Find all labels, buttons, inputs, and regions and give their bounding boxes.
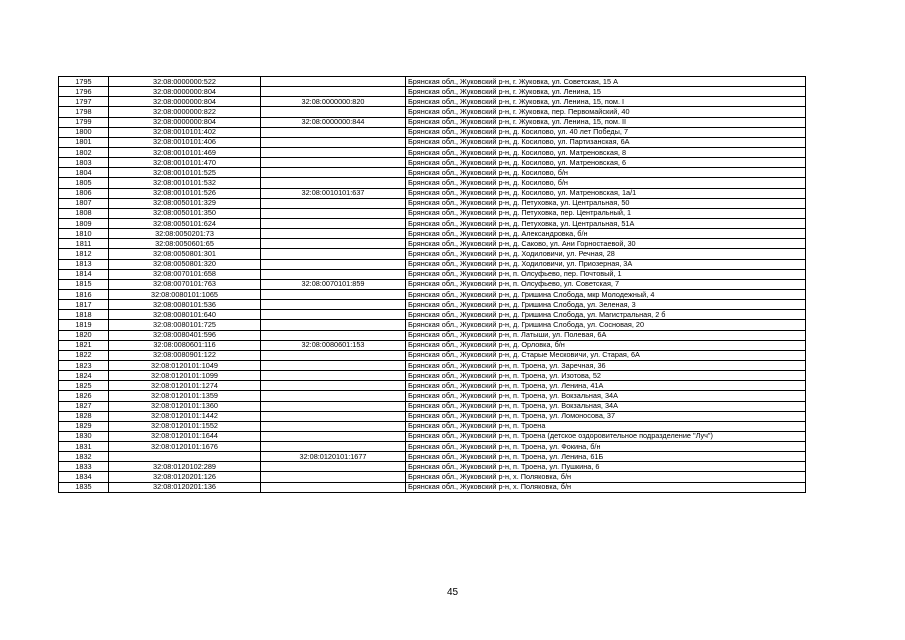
table-row [59, 107, 806, 117]
object-cadastral-number-cell [261, 391, 406, 401]
cadastral-number-cell: 32:08:0120101:1552 [109, 421, 261, 431]
address-cell: Брянская обл., Жуковский р-н, п. Троена, ул. Изотова, 52 [406, 371, 806, 381]
row-number-cell: 1813 [59, 259, 109, 269]
address-cell: Брянская обл., Жуковский р-н, д. Александровка, б/н [406, 229, 806, 239]
row-number-cell: 1824 [59, 371, 109, 381]
object-cadastral-number-cell [261, 421, 406, 431]
object-cadastral-number-cell [261, 107, 406, 117]
row-number-cell: 1821 [59, 340, 109, 350]
cadastral-number-cell: 32:08:0120101:1359 [109, 391, 261, 401]
object-cadastral-number-cell [261, 269, 406, 279]
row-number-cell: 1814 [59, 269, 109, 279]
address-cell: Брянская обл., Жуковский р-н, г. Жуковка, ул. Советская, 15 А [406, 77, 806, 87]
address-cell: Брянская обл., Жуковский р-н, д. Ходиловичи, ул. Приозерная, 3А [406, 259, 806, 269]
row-number-cell: 1819 [59, 320, 109, 330]
row-number-cell: 1812 [59, 249, 109, 259]
row-number-cell: 1798 [59, 107, 109, 117]
table-row [59, 300, 806, 310]
address-cell: Брянская обл., Жуковский р-н, д. Гришина Слобода, мкр Молодежный, 4 [406, 289, 806, 299]
row-number-cell: 1835 [59, 482, 109, 492]
table-row [59, 218, 806, 228]
row-number-cell: 1828 [59, 411, 109, 421]
row-number-cell: 1818 [59, 310, 109, 320]
object-cadastral-number-cell [261, 300, 406, 310]
address-cell: Брянская обл., Жуковский р-н, д. Косилово, ул. Партизанская, 6А [406, 137, 806, 147]
row-number-cell: 1797 [59, 97, 109, 107]
cadastral-number-cell [109, 452, 261, 462]
row-number-cell: 1802 [59, 147, 109, 157]
row-number-cell: 1803 [59, 158, 109, 168]
table-row [59, 158, 806, 168]
table-row [59, 239, 806, 249]
object-cadastral-number-cell [261, 289, 406, 299]
table-row [59, 310, 806, 320]
table-row [59, 279, 806, 289]
cadastral-number-cell: 32:08:0120101:1049 [109, 360, 261, 370]
object-cadastral-number-cell [261, 259, 406, 269]
cadastral-number-cell: 32:08:0010101:402 [109, 127, 261, 137]
cadastral-number-cell: 32:08:0080101:640 [109, 310, 261, 320]
row-number-cell: 1820 [59, 330, 109, 340]
row-number-cell: 1800 [59, 127, 109, 137]
table-row [59, 340, 806, 350]
object-cadastral-number-cell [261, 87, 406, 97]
address-cell: Брянская обл., Жуковский р-н, г. Жуковка, ул. Ленина, 15, пом. II [406, 117, 806, 127]
object-cadastral-number-cell [261, 320, 406, 330]
cadastral-number-cell: 32:08:0120101:1644 [109, 431, 261, 441]
address-cell: Брянская обл., Жуковский р-н, п. Троена, ул. Вокзальная, 34А [406, 401, 806, 411]
object-cadastral-number-cell [261, 168, 406, 178]
address-cell: Брянская обл., Жуковский р-н, г. Жуковка, пер. Первомайский, 40 [406, 107, 806, 117]
address-cell: Брянская обл., Жуковский р-н, д. Косилово, б/н [406, 178, 806, 188]
object-cadastral-number-cell: 32:08:0000000:820 [261, 97, 406, 107]
table-row [59, 289, 806, 299]
object-cadastral-number-cell [261, 137, 406, 147]
address-cell: Брянская обл., Жуковский р-н, п. Олсуфьево, пер. Почтовый, 1 [406, 269, 806, 279]
object-cadastral-number-cell [261, 360, 406, 370]
address-cell: Брянская обл., Жуковский р-н, п. Троена, ул. Фокина, б/н [406, 442, 806, 452]
row-number-cell: 1811 [59, 239, 109, 249]
address-cell: Брянская обл., Жуковский р-н, д. Гришина Слобода, ул. Зеленая, 3 [406, 300, 806, 310]
cadastral-number-cell: 32:08:0010101:406 [109, 137, 261, 147]
table-row [59, 178, 806, 188]
table-row [59, 452, 806, 462]
table-row [59, 431, 806, 441]
object-cadastral-number-cell [261, 482, 406, 492]
object-cadastral-number-cell [261, 472, 406, 482]
table-row [59, 360, 806, 370]
object-cadastral-number-cell [261, 198, 406, 208]
row-number-cell: 1806 [59, 188, 109, 198]
row-number-cell: 1804 [59, 168, 109, 178]
object-cadastral-number-cell [261, 411, 406, 421]
cadastral-number-cell: 32:08:0080901:122 [109, 350, 261, 360]
address-cell: Брянская обл., Жуковский р-н, п. Троена (детское оздоровительное подразделение "Луч") [406, 431, 806, 441]
row-number-cell: 1795 [59, 77, 109, 87]
registry-table [58, 76, 806, 493]
cadastral-number-cell: 32:08:0070101:763 [109, 279, 261, 289]
table-row [59, 482, 806, 492]
address-cell: Брянская обл., Жуковский р-н, д. Косилово, ул. Матреновская, 1а/1 [406, 188, 806, 198]
table-row [59, 259, 806, 269]
row-number-cell: 1801 [59, 137, 109, 147]
object-cadastral-number-cell [261, 158, 406, 168]
address-cell: Брянская обл., Жуковский р-н, д. Петуховка, ул. Центральная, 51А [406, 218, 806, 228]
address-cell: Брянская обл., Жуковский р-н, д. Косилово, ул. 40 лет Победы, 7 [406, 127, 806, 137]
table-row [59, 411, 806, 421]
address-cell: Брянская обл., Жуковский р-н, д. Косилово, ул. Матреновская, 6 [406, 158, 806, 168]
table-row [59, 229, 806, 239]
cadastral-number-cell: 32:08:0000000:804 [109, 117, 261, 127]
table-row [59, 77, 806, 87]
cadastral-number-cell: 32:08:0010101:532 [109, 178, 261, 188]
address-cell: Брянская обл., Жуковский р-н, х. Поляковка, б/н [406, 482, 806, 492]
cadastral-number-cell: 32:08:0120101:1442 [109, 411, 261, 421]
address-cell: Брянская обл., Жуковский р-н, г. Жуковка, ул. Ленина, 15 [406, 87, 806, 97]
row-number-cell: 1807 [59, 198, 109, 208]
address-cell: Брянская обл., Жуковский р-н, п. Троена, ул. Пушкина, 6 [406, 462, 806, 472]
row-number-cell: 1810 [59, 229, 109, 239]
object-cadastral-number-cell [261, 310, 406, 320]
cadastral-number-cell: 32:08:0010101:470 [109, 158, 261, 168]
table-row [59, 391, 806, 401]
address-cell: Брянская обл., Жуковский р-н, п. Троена, ул. Ломоносова, 37 [406, 411, 806, 421]
address-cell: Брянская обл., Жуковский р-н, п. Троена, ул. Ленина, 61Б [406, 452, 806, 462]
object-cadastral-number-cell [261, 381, 406, 391]
row-number-cell: 1831 [59, 442, 109, 452]
row-number-cell: 1823 [59, 360, 109, 370]
row-number-cell: 1805 [59, 178, 109, 188]
object-cadastral-number-cell: 32:08:0010101:637 [261, 188, 406, 198]
object-cadastral-number-cell [261, 127, 406, 137]
object-cadastral-number-cell [261, 350, 406, 360]
address-cell: Брянская обл., Жуковский р-н, д. Петуховка, ул. Центральная, 50 [406, 198, 806, 208]
cadastral-number-cell: 32:08:0080601:116 [109, 340, 261, 350]
object-cadastral-number-cell [261, 239, 406, 249]
cadastral-number-cell: 32:08:0120201:126 [109, 472, 261, 482]
table-row [59, 320, 806, 330]
table-row [59, 442, 806, 452]
address-cell: Брянская обл., Жуковский р-н, д. Орловка, б/н [406, 340, 806, 350]
address-cell: Брянская обл., Жуковский р-н, д. Ходиловичи, ул. Речная, 28 [406, 249, 806, 259]
address-cell: Брянская обл., Жуковский р-н, д. Гришина Слобода, ул. Сосновая, 20 [406, 320, 806, 330]
row-number-cell: 1815 [59, 279, 109, 289]
address-cell: Брянская обл., Жуковский р-н, д. Старые Месковичи, ул. Старая, 6А [406, 350, 806, 360]
row-number-cell: 1829 [59, 421, 109, 431]
address-cell: Брянская обл., Жуковский р-н, д. Петуховка, пер. Центральный, 1 [406, 208, 806, 218]
table-row [59, 350, 806, 360]
row-number-cell: 1816 [59, 289, 109, 299]
cadastral-number-cell: 32:08:0010101:526 [109, 188, 261, 198]
row-number-cell: 1808 [59, 208, 109, 218]
address-cell: Брянская обл., Жуковский р-н, п. Троена [406, 421, 806, 431]
row-number-cell: 1822 [59, 350, 109, 360]
address-cell: Брянская обл., Жуковский р-н, п. Троена, ул. Ленина, 41А [406, 381, 806, 391]
object-cadastral-number-cell [261, 208, 406, 218]
table-row [59, 198, 806, 208]
row-number-cell: 1809 [59, 218, 109, 228]
cadastral-number-cell: 32:08:0050201:73 [109, 229, 261, 239]
cadastral-number-cell: 32:08:0050801:320 [109, 259, 261, 269]
cadastral-number-cell: 32:08:0120101:1099 [109, 371, 261, 381]
table-row [59, 147, 806, 157]
row-number-cell: 1826 [59, 391, 109, 401]
address-cell: Брянская обл., Жуковский р-н, д. Саково, ул. Ани Горностаевой, 30 [406, 239, 806, 249]
address-cell: Брянская обл., Жуковский р-н, п. Троена, ул. Вокзальная, 34А [406, 391, 806, 401]
cadastral-number-cell: 32:08:0050601:65 [109, 239, 261, 249]
table-row [59, 421, 806, 431]
cadastral-number-cell: 32:08:0080101:536 [109, 300, 261, 310]
registry-table-body [59, 77, 806, 493]
cadastral-number-cell: 32:08:0010101:469 [109, 147, 261, 157]
row-number-cell: 1796 [59, 87, 109, 97]
cadastral-number-cell: 32:08:0080101:1065 [109, 289, 261, 299]
cadastral-number-cell: 32:08:0050101:329 [109, 198, 261, 208]
cadastral-number-cell: 32:08:0010101:525 [109, 168, 261, 178]
address-cell: Брянская обл., Жуковский р-н, х. Поляковка, б/н [406, 472, 806, 482]
cadastral-number-cell: 32:08:0120101:1676 [109, 442, 261, 452]
object-cadastral-number-cell [261, 249, 406, 259]
cadastral-number-cell: 32:08:0120102:289 [109, 462, 261, 472]
table-row [59, 168, 806, 178]
address-cell: Брянская обл., Жуковский р-н, п. Троена, ул. Заречная, 36 [406, 360, 806, 370]
row-number-cell: 1832 [59, 452, 109, 462]
cadastral-number-cell: 32:08:0070101:658 [109, 269, 261, 279]
table-row [59, 249, 806, 259]
object-cadastral-number-cell: 32:08:0000000:844 [261, 117, 406, 127]
cadastral-number-cell: 32:08:0000000:804 [109, 87, 261, 97]
table-row [59, 401, 806, 411]
object-cadastral-number-cell [261, 462, 406, 472]
cadastral-number-cell: 32:08:0000000:522 [109, 77, 261, 87]
cadastral-number-cell: 32:08:0120201:136 [109, 482, 261, 492]
table-row [59, 208, 806, 218]
table-row [59, 371, 806, 381]
table-row [59, 330, 806, 340]
row-number-cell: 1817 [59, 300, 109, 310]
object-cadastral-number-cell [261, 330, 406, 340]
object-cadastral-number-cell [261, 442, 406, 452]
row-number-cell: 1827 [59, 401, 109, 411]
object-cadastral-number-cell [261, 178, 406, 188]
table-row [59, 472, 806, 482]
object-cadastral-number-cell [261, 431, 406, 441]
table-row [59, 127, 806, 137]
object-cadastral-number-cell: 32:08:0080601:153 [261, 340, 406, 350]
address-cell: Брянская обл., Жуковский р-н, д. Гришина Слобода, ул. Магистральная, 2 б [406, 310, 806, 320]
row-number-cell: 1799 [59, 117, 109, 127]
object-cadastral-number-cell [261, 218, 406, 228]
row-number-cell: 1825 [59, 381, 109, 391]
address-cell: Брянская обл., Жуковский р-н, п. Олсуфьево, ул. Советская, 7 [406, 279, 806, 289]
address-cell: Брянская обл., Жуковский р-н, д. Косилово, б/н [406, 168, 806, 178]
cadastral-number-cell: 32:08:0050101:350 [109, 208, 261, 218]
object-cadastral-number-cell: 32:08:0120101:1677 [261, 452, 406, 462]
object-cadastral-number-cell [261, 371, 406, 381]
cadastral-number-cell: 32:08:0050801:301 [109, 249, 261, 259]
cadastral-number-cell: 32:08:0000000:822 [109, 107, 261, 117]
cadastral-number-cell: 32:08:0000000:804 [109, 97, 261, 107]
table-row [59, 117, 806, 127]
address-cell: Брянская обл., Жуковский р-н, п. Латыши, ул. Полевая, 6А [406, 330, 806, 340]
table-row [59, 269, 806, 279]
table-row [59, 97, 806, 107]
row-number-cell: 1833 [59, 462, 109, 472]
object-cadastral-number-cell: 32:08:0070101:859 [261, 279, 406, 289]
cadastral-number-cell: 32:08:0050101:624 [109, 218, 261, 228]
table-row [59, 188, 806, 198]
row-number-cell: 1830 [59, 431, 109, 441]
page-number: 45 [446, 587, 459, 598]
object-cadastral-number-cell [261, 147, 406, 157]
object-cadastral-number-cell [261, 77, 406, 87]
table-row [59, 87, 806, 97]
table-row [59, 137, 806, 147]
address-cell: Брянская обл., Жуковский р-н, д. Косилово, ул. Матреновская, 8 [406, 147, 806, 157]
cadastral-number-cell: 32:08:0120101:1360 [109, 401, 261, 411]
row-number-cell: 1834 [59, 472, 109, 482]
table-row [59, 381, 806, 391]
cadastral-number-cell: 32:08:0080401:596 [109, 330, 261, 340]
cadastral-number-cell: 32:08:0080101:725 [109, 320, 261, 330]
object-cadastral-number-cell [261, 401, 406, 411]
object-cadastral-number-cell [261, 229, 406, 239]
table-row [59, 462, 806, 472]
cadastral-number-cell: 32:08:0120101:1274 [109, 381, 261, 391]
address-cell: Брянская обл., Жуковский р-н, г. Жуковка, ул. Ленина, 15, пом. I [406, 97, 806, 107]
